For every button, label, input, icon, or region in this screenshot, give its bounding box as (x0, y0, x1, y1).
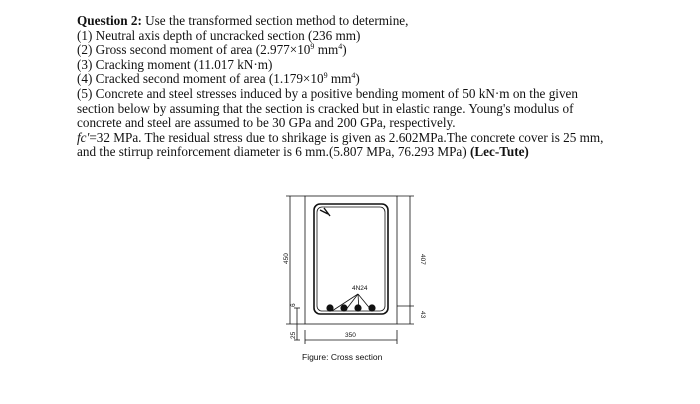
cross-section-figure (270, 190, 440, 370)
last-line: and the stirrup reinforcement diameter is 6 mm.(5.807 MPa, 76.293 MPa) (Lec-Tute) (77, 144, 529, 160)
rebar-4 (368, 304, 375, 311)
rebar-1 (326, 304, 333, 311)
question-heading: Question 2: (77, 13, 142, 28)
stirrup-inner (317, 207, 385, 311)
fc-line: fc'=32 MPa. The residual stress due to shrikage is given as 2.602MPa.The concrete cover is 25 mm, (77, 129, 604, 145)
question-heading-line (77, 14, 687, 29)
fc-symbol: fc' (77, 129, 90, 145)
item-5-line-3: concrete and steel are assumed to be 30 GPa and 200 GPa, respectively. (77, 115, 456, 131)
question-intro: Use the transformed section method to determine, (145, 13, 409, 28)
rebar-3 (354, 304, 361, 311)
beam-outline (305, 196, 397, 324)
dim-effective-label: 407 (419, 254, 426, 265)
question-text (77, 14, 687, 160)
item-5-line-2: section below by assuming that the section is cracked but in elastic range. Young's modulus of (77, 100, 574, 116)
bar-label: 4N24 (352, 285, 368, 292)
dim-bottom-label: 43 (419, 311, 426, 319)
item-3: (3) Cracking moment (11.017 kN·m) (77, 56, 273, 72)
item-4: (4) Cracked second moment of area ($1.179\times 10^9$ $mm^4$) (77, 71, 360, 87)
item-2: (2) Gross second moment of area ($2.977\times 10^9$ $mm^4$) (77, 42, 347, 58)
stirrup-hook (320, 208, 330, 216)
dim-height-label: 450 (283, 253, 290, 264)
dim-width-label: 350 (345, 332, 356, 339)
dim-cover-label: 25 (290, 331, 297, 339)
figure-caption: Figure: Cross section (302, 352, 383, 362)
item-5-line-1: (5) Concrete and steel stresses induced by a positive bending moment of 50 kN·m on the given (77, 85, 579, 101)
source-tag: (Lec-Tute) (469, 144, 529, 160)
dim-stirrup-label: 6 (290, 303, 297, 307)
rebar-2 (340, 304, 347, 311)
item-1: (1) Neutral axis depth of uncracked section (236 mm) (77, 27, 361, 43)
stirrup-outer (314, 204, 388, 314)
